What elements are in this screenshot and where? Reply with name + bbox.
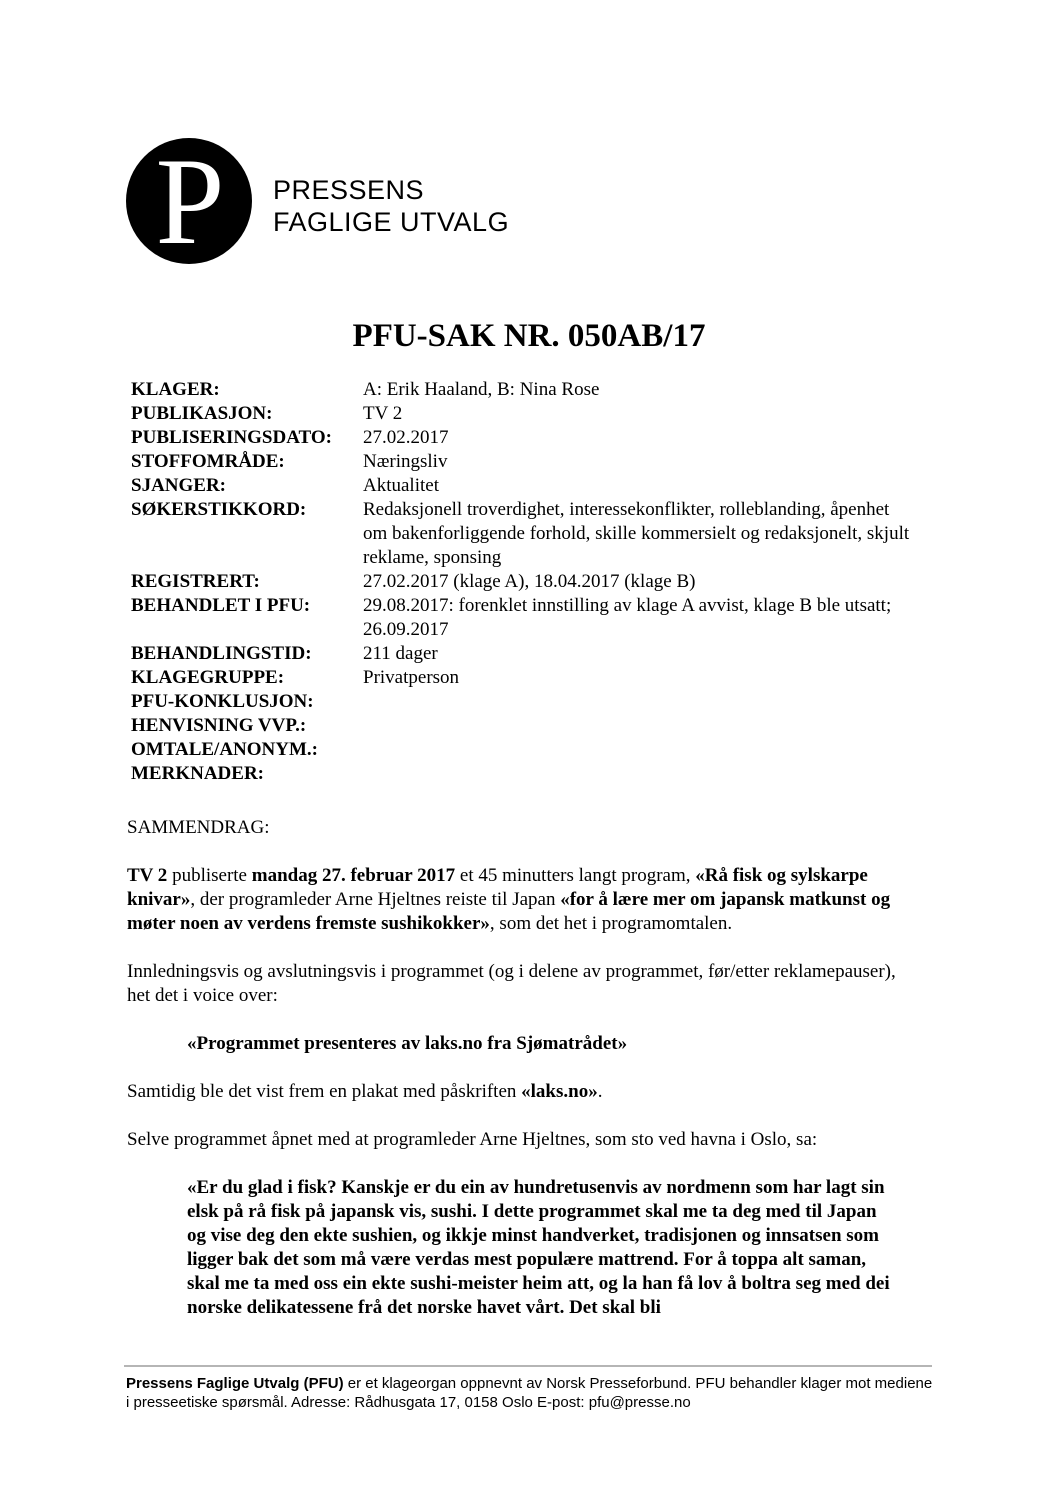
meta-value: A: Erik Haaland, B: Nina Rose <box>363 379 600 400</box>
summary-paragraph-1: TV 2 publiserte mandag 27. februar 2017 et 45 minutters langt program, «Rå fisk og sylskarpe knivar», der programleder Arne Hjeltnes reiste til Japan «for å lære mer om japansk matkunst og møter noen av verdens fremste sushikokker», som det het i programomtalen. <box>127 865 891 934</box>
meta-value: TV 2 <box>363 403 403 424</box>
quote-1: «Programmet presenteres av laks.no fra Sjømatrådet» <box>187 1033 628 1054</box>
meta-row <box>131 426 911 450</box>
meta-label: PUBLIKASJON: <box>131 403 273 424</box>
meta-row <box>131 690 911 714</box>
meta-value: Privatperson <box>363 667 460 688</box>
meta-value: 211 dager <box>363 643 438 664</box>
meta-row <box>131 402 911 426</box>
footer-divider <box>124 1365 932 1367</box>
meta-value <box>363 762 911 786</box>
meta-value <box>363 714 911 738</box>
meta-label: REGISTRERT: <box>131 571 260 592</box>
document-body <box>127 816 897 1344</box>
meta-label: HENVISNING VVP.: <box>131 715 307 736</box>
meta-value: Redaksjonell troverdighet, interessekonflikter, rolleblanding, åpenhet om bakenforliggende forhold, skille kommersielt og redaksjonelt, skjult reklame, sponsing <box>363 499 910 568</box>
meta-value: Aktualitet <box>363 475 439 496</box>
meta-label: MERKNADER: <box>131 763 264 784</box>
meta-row <box>131 570 911 594</box>
meta-row <box>131 378 911 402</box>
quote-2: «Er du glad i fisk? Kanskje er du ein av hundretusenvis av nordmenn som har lagt sin elsk på rå fisk på japansk vis, sushi. I dette programmet skal me ta deg med til Japan og vise deg den ekte sushien, og ikkje minst handverket, tradisjonen og innsatsen som ligger bak det som må være verdas mest populære mattrend. For å toppa alt saman, skal me ta med oss ein ekte sushi-meister heim att, og la han få lov å boltra seg med dei norske delikatessene frå det norske havet vårt. Det skal bli <box>187 1177 890 1318</box>
meta-row <box>131 474 911 498</box>
meta-row <box>131 498 911 570</box>
meta-row <box>131 762 911 786</box>
logo-line-2: FAGLIGE UTVALG <box>273 207 510 237</box>
meta-label: OMTALE/ANONYM.: <box>131 739 318 760</box>
meta-value: 29.08.2017: forenklet innstilling av klage A avvist, klage B ble utsatt; 26.09.2017 <box>363 595 892 640</box>
meta-label: KLAGER: <box>131 379 220 400</box>
meta-label: STOFFOMRÅDE: <box>131 451 285 472</box>
logo-line-1: PRESSENS <box>273 175 425 205</box>
meta-row <box>131 714 911 738</box>
section-heading: SAMMENDRAG: <box>127 817 270 838</box>
footer-org: Pressens Faglige Utvalg (PFU) <box>126 1375 344 1392</box>
summary-paragraph-4: Selve programmet åpnet med at programleder Arne Hjeltnes, som sto ved havna i Oslo, sa: <box>127 1129 818 1150</box>
case-metadata <box>131 378 911 786</box>
summary-paragraph-2: Innledningsvis og avslutningsvis i programmet (og i delene av programmet, før/etter reklamepauser), het det i voice over: <box>127 961 896 1006</box>
meta-value: Næringsliv <box>363 451 448 472</box>
logo-letter: P <box>155 138 225 264</box>
meta-label: SJANGER: <box>131 475 227 496</box>
meta-label: PFU-KONKLUSJON: <box>131 691 314 712</box>
meta-row <box>131 642 911 666</box>
meta-value: 27.02.2017 <box>363 427 449 448</box>
summary-paragraph-3: Samtidig ble det vist frem en plakat med påskriften «laks.no». <box>127 1081 603 1102</box>
meta-label: PUBLISERINGSDATO: <box>131 427 332 448</box>
footer-text: er et klageorgan oppnevnt av Norsk Presseforbund. PFU behandler klager mot mediene i presseetiske spørsmål. Adresse: Rådhusgata 17, 0158 Oslo E-post: pfu@presse.no <box>126 1375 933 1411</box>
meta-label: KLAGEGRUPPE: <box>131 667 285 688</box>
page-title: PFU-SAK NR. 050AB/17 <box>352 318 706 354</box>
meta-row <box>131 666 911 690</box>
meta-row <box>131 450 911 474</box>
pfu-logo <box>126 138 252 264</box>
meta-row <box>131 738 911 762</box>
meta-label: SØKERSTIKKORD: <box>131 499 307 520</box>
meta-row <box>131 594 911 642</box>
meta-value <box>363 738 911 762</box>
meta-label: BEHANDLINGSTID: <box>131 643 312 664</box>
meta-value <box>363 690 911 714</box>
meta-label: BEHANDLET I PFU: <box>131 595 311 616</box>
meta-value: 27.02.2017 (klage A), 18.04.2017 (klage B) <box>363 571 696 592</box>
logo-wordmark <box>273 174 509 238</box>
page-footer <box>126 1374 934 1412</box>
